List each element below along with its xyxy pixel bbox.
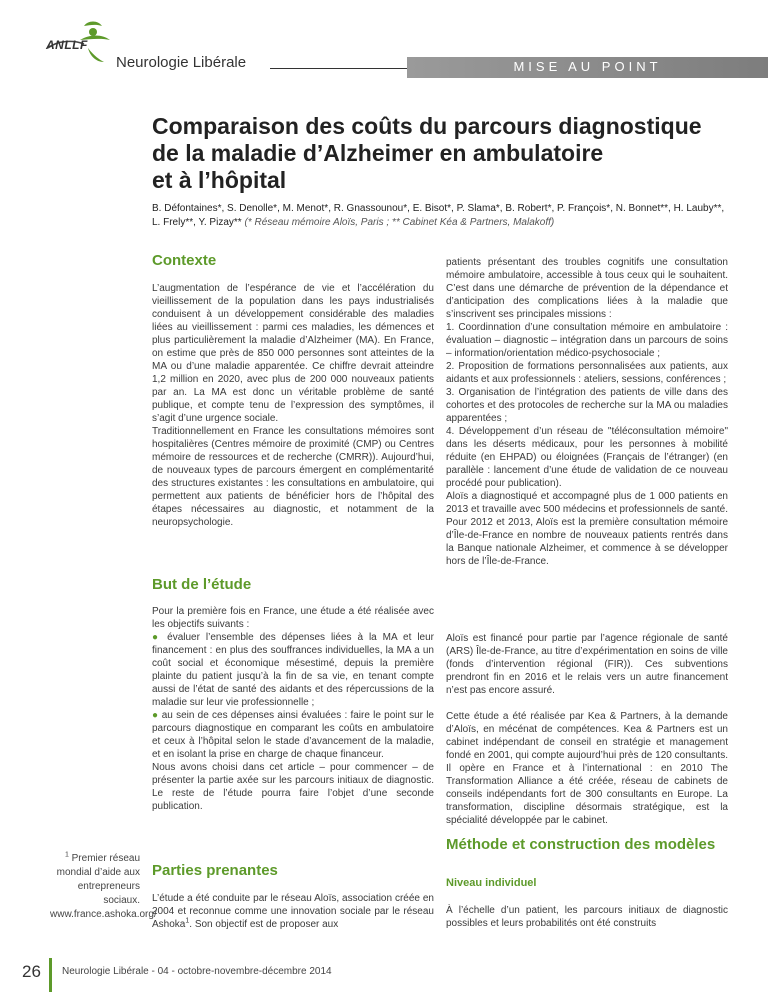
right-column-kea: [446, 710, 728, 827]
heading-contexte: Contexte: [152, 252, 217, 269]
mission-item-4: 4. Développement d’un réseau de "téléconsultation mémoire" dans les déserts médicaux, pour les personnes à mobilité réduite (en EHPAD) ou éloignées (Français de l’étranger) (en parallèle : lancement d’une étude de validation de ce nouveau procédé pour publication).: [446, 426, 728, 489]
mission-item-1: 1. Coordinnation d’une consultation mémoire en ambulatoire : évaluation – diagnostic – intégration dans un parcours de soins – information/orientation médico-psychosociale ;: [446, 322, 728, 359]
right-paragraph-4: Cette étude a été réalisée par Kea & Partners, à la demande d’Aloïs, en mécénat de compétences. Kea & Partners est un cabinet indépendant de conseil en stratégie et management fondé en 2001, qui compte aujourd’hui près de 120 consultants. Il opère en France et à l’international : en 2010 The Transformation Alliance a été créée, réseau de cabinets de conseils indépendants fort de 300 consultants en Europe. La transformation, discipline désormais stratégique, est la spécialité développée par le cabinet.: [446, 711, 728, 826]
journal-name: Neurologie Libérale: [116, 54, 247, 71]
section-band: [407, 57, 768, 78]
bullet-dot-icon: ●: [152, 710, 159, 721]
logo-text: ANLLF: [46, 38, 88, 52]
mission-item-2: 2. Proposition de formations personnalisées aux patients, aux aidants et aux professionnels : ateliers, sessions, conférences ;: [446, 361, 728, 385]
section-label: MISE AU POINT: [513, 59, 662, 74]
subheading-niveau-individuel: Niveau individuel: [446, 877, 537, 889]
parties-body: [152, 892, 434, 931]
footnote-ref: 1: [185, 917, 190, 925]
methode-body: [446, 904, 728, 930]
authors-affiliations: (* Réseau mémoire Aloïs, Paris ; ** Cabinet Kéa & Partners, Malakoff): [244, 217, 555, 228]
header-rule: [270, 68, 407, 69]
heading-methode: Méthode et construction des modèles: [446, 836, 716, 853]
methode-paragraph-1: À l’échelle d’un patient, les parcours initiaux de diagnostic possibles et leurs probabilités ont été construits: [446, 905, 728, 929]
but-bullet-2: ● au sein de ces dépenses ainsi évaluées : faire le point sur le parcours diagnostique en comparant les coûts en ambulatoire et ceux à l’hôpital selon le stade d’avancement de la maladie, et en isolant la prise en charge de chaque financeur.: [152, 710, 434, 760]
footnote: [50, 851, 157, 922]
footnote-text: Premier réseau mondial d’aide aux entrepreneurs sociaux. www.france.ashoka.org/: [50, 853, 157, 920]
bullet-dot-icon: ●: [152, 632, 162, 643]
right-column-body: [446, 256, 728, 568]
article-title: [152, 113, 752, 194]
heading-parties: Parties prenantes: [152, 862, 278, 879]
title-line-3: et à l’hôpital: [152, 167, 287, 193]
footer-accent-bar: [49, 958, 52, 992]
but-paragraph-1: Pour la première fois en France, une étude a été réalisée avec les objectifs suivants :: [152, 606, 434, 630]
right-paragraph-2: Aloïs a diagnostiqué et accompagné plus de 1 000 patients en 2013 et travaille avec 500 médecins et professionnels de santé. Pour 2012 et 2013, Aloïs est la première consultation mémoire d’Île-de-France en nombre de nouveaux patients rentrés dans la Banque nationale Alzheimer, et commence à se développer hors de l’Île-de-France.: [446, 491, 728, 567]
but-body: [152, 605, 434, 813]
contexte-paragraph-2: Traditionnellement en France les consultations mémoires sont hospitalières (Centres mémoire de proximité (CMP) ou Centres mémoire de ressources et de recherche (CMRR)). Aujourd’hui, de nouveaux types de parcours émergent en complémentarité des structures existantes : les consultations en ambulatoire, qui permettent aux patients de bénéficier hors de l’hôpital des étapes nécessaires au diagnostic, et notamment de la neuropsychologie.: [152, 426, 434, 528]
title-line-1: Comparaison des coûts du parcours diagnostique: [152, 113, 702, 139]
but-bullet-1: ● évaluer l’ensemble des dépenses liées à la MA et leur financement : en plus des souffrances individuelles, la MA a un coût social et économique mésestimé, depuis la première plainte du patient jusqu’à la fin de sa vie, en tenant compte aussi de l’état de santé des aidants et des répercussions de la maladie sur leur vie professionnelle ;: [152, 632, 434, 708]
footnote-marker: 1: [64, 851, 69, 859]
but-paragraph-2: Nous avons choisi dans cet article – pour commencer – de présenter la partie axée sur les parcours initiaux de diagnostic. Le reste de l’étude pourra faire l’objet d’une seconde publication.: [152, 762, 434, 812]
author-list: [152, 202, 732, 230]
right-column-funding: [446, 632, 728, 697]
authors-names: B. Défontaines*, S. Denolle*, M. Menot*, R. Gnassounou*, E. Bisot*, P. Slama*, B. Robert*, P. François*, N. Bonnet**, H. Lauby**, L. Frely**, Y. Pizay**: [152, 203, 725, 228]
footer-citation: Neurologie Libérale - 04 - octobre-novembre-décembre 2014: [62, 966, 332, 977]
page-number: 26: [22, 962, 41, 981]
right-paragraph-1: patients présentant des troubles cognitifs une consultation mémoire ambulatoire, accessible à tous ceux qui le souhaitent. C’est dans une démarche de prévention de la dépendance et d’anticipation des complications liées à la maladie que s’inscrivent ses principales missions :: [446, 257, 728, 320]
contexte-paragraph-1: L’augmentation de l’espérance de vie et l’accélération du vieillissement de la population dans les pays industrialisés conduisent à un développement considérable des maladies liées au vieillissement : parmi ces maladies, les démences et plus particulièrement la maladie d’Alzheimer (MA). En France, on estime que près de 850 000 personnes sont atteintes de la MA ou d’une maladie apparentée. Ce chiffre devrait atteindre 1,2 million en 2020, avec plus de 200 000 nouveaux patients par an. La MA est donc un véritable problème de santé publique, et compte tenu de l’expression des symptômes, il s’agit d’une urgence sociale.: [152, 283, 434, 424]
mission-item-3: 3. Organisation de l’intégration des patients de ville dans des cohortes et des protocoles de recherche sur la MA ou maladies apparentées ;: [446, 387, 728, 424]
contexte-body: [152, 282, 434, 529]
heading-but: But de l’étude: [152, 576, 252, 593]
title-line-2: de la maladie d’Alzheimer en ambulatoire: [152, 140, 604, 166]
journal-logo: [44, 18, 124, 64]
right-paragraph-3: Aloïs est financé pour partie par l’agence régionale de santé (ARS) Île-de-France, au titre d’expérimentation en soins de ville (fonds d’intervention régional (FIR)). Ces subventions prendront fin en 2016 et le relais vers un autre financement n’est pas encore assuré.: [446, 633, 728, 696]
parties-paragraph-1: L’étude a été conduite par le réseau Aloïs, association créée en 2004 et reconnue comme une innovation sociale par le réseau Ashoka$^1$. Son objectif est de proposer aux: [152, 893, 434, 930]
